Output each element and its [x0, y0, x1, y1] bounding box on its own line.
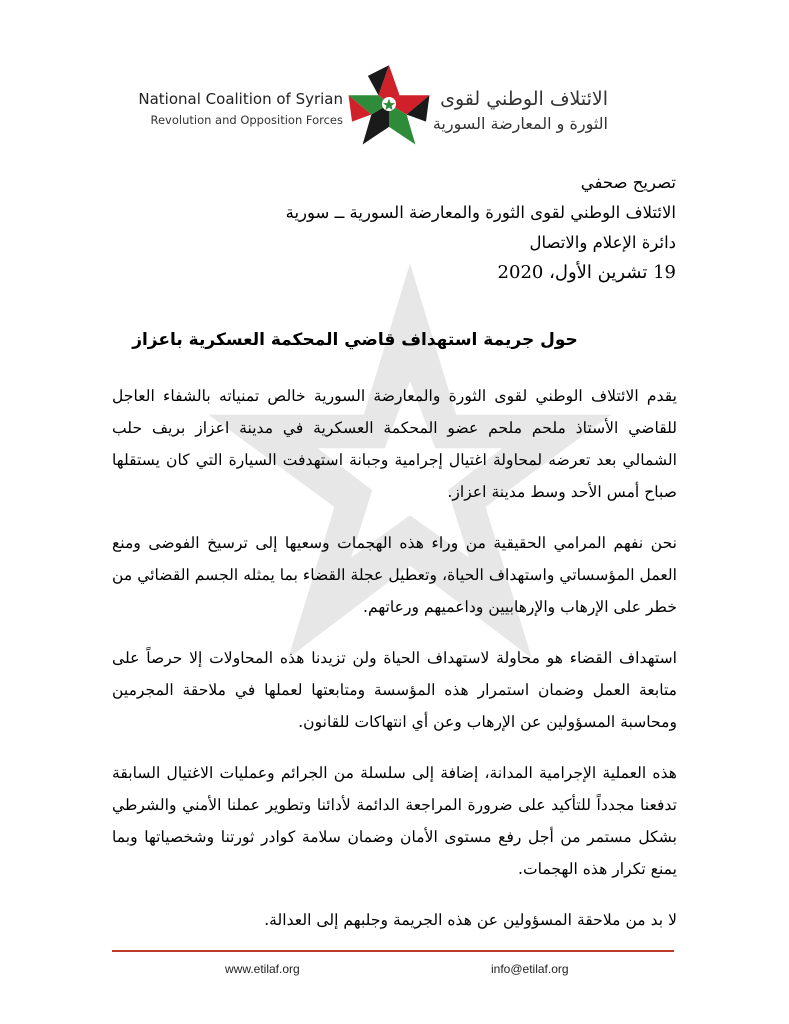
org-name-ar-line1: الائتلاف الوطني لقوى [440, 88, 608, 110]
issuer: الائتلاف الوطني لقوى الثورة والمعارضة السورية ــ سورية [285, 203, 676, 222]
footer-email-link[interactable]: info@etilaf.org [491, 962, 569, 976]
release-body [112, 380, 677, 955]
org-name-ar-line2: الثورة و المعارضة السورية [432, 114, 608, 133]
release-title: حول جريمة استهداف قاضي المحكمة العسكرية باعزاز [132, 330, 578, 350]
paragraph: هذه العملية الإجرامية المدانة، إضافة إلى سلسلة من الجرائم وعمليات الاغتيال السابقة تدفعنا مجدداً للتأكيد على ضرورة المراجعة الدائمة لأدائنا وتطوير عملنا الأمني والشرطي بشكل مستمر من أجل رفع مستوى الأمان وضمان سلامة كوادر ثورتنا وشخصياتها وبما يمنع تكرار هذه الهجمات. [112, 764, 677, 878]
paragraph: لا بد من ملاحقة المسؤولين عن هذه الجريمة وجلبهم إلى العدالة. [264, 911, 677, 929]
org-name-en-line1: National Coalition of Syrian [138, 90, 343, 108]
press-release-meta [286, 168, 676, 288]
release-date: 19 تشرين الأول، 2020 [497, 262, 676, 283]
org-name-arabic [432, 86, 608, 136]
org-name-english [128, 89, 343, 130]
paragraph: استهداف القضاء هو محاولة لاستهداف الحياة ولن تزيدنا هذه المحاولات إلا حرصاً على متابعة العمل وضمان استمرار هذه المؤسسة ومتابعتها لعملها في ملاحقة المجرمين ومحاسبة المسؤولين عن الإرهاب وعن أي انتهاكات للقانون. [112, 649, 677, 731]
coalition-star-logo-icon [345, 60, 433, 148]
department: دائرة الإعلام والاتصال [529, 233, 676, 252]
footer-divider [112, 950, 674, 952]
paragraph: نحن نفهم المرامي الحقيقية من وراء هذه الهجمات وسعيها إلى ترسيخ الفوضى ومنع العمل المؤسساتي واستهداف الحياة، وتعطيل عجلة القضاء بما يمثله الجسم القضائي من خطر على الإرهاب والإرهابيين وداعميهم ورعاتهم. [112, 534, 677, 616]
paragraph: يقدم الائتلاف الوطني لقوى الثورة والمعارضة السورية خالص تمنياته بالشفاء العاجل للقاضي الأستاذ ملحم ملحم عضو المحكمة العسكرية في مدينة اعزاز بريف حلب الشمالي بعد تعرضه لمحاولة اغتيال إجرامية وجبانة استهدفت السيارة التي كان يستقلها صباح أمس الأحد وسط مدينة اعزاز. [112, 387, 677, 501]
org-name-en-line2: Revolution and Opposition Forces [150, 113, 343, 127]
footer-website-link[interactable]: www.etilaf.org [225, 962, 300, 976]
doc-type: تصريح صحفي [580, 173, 676, 192]
